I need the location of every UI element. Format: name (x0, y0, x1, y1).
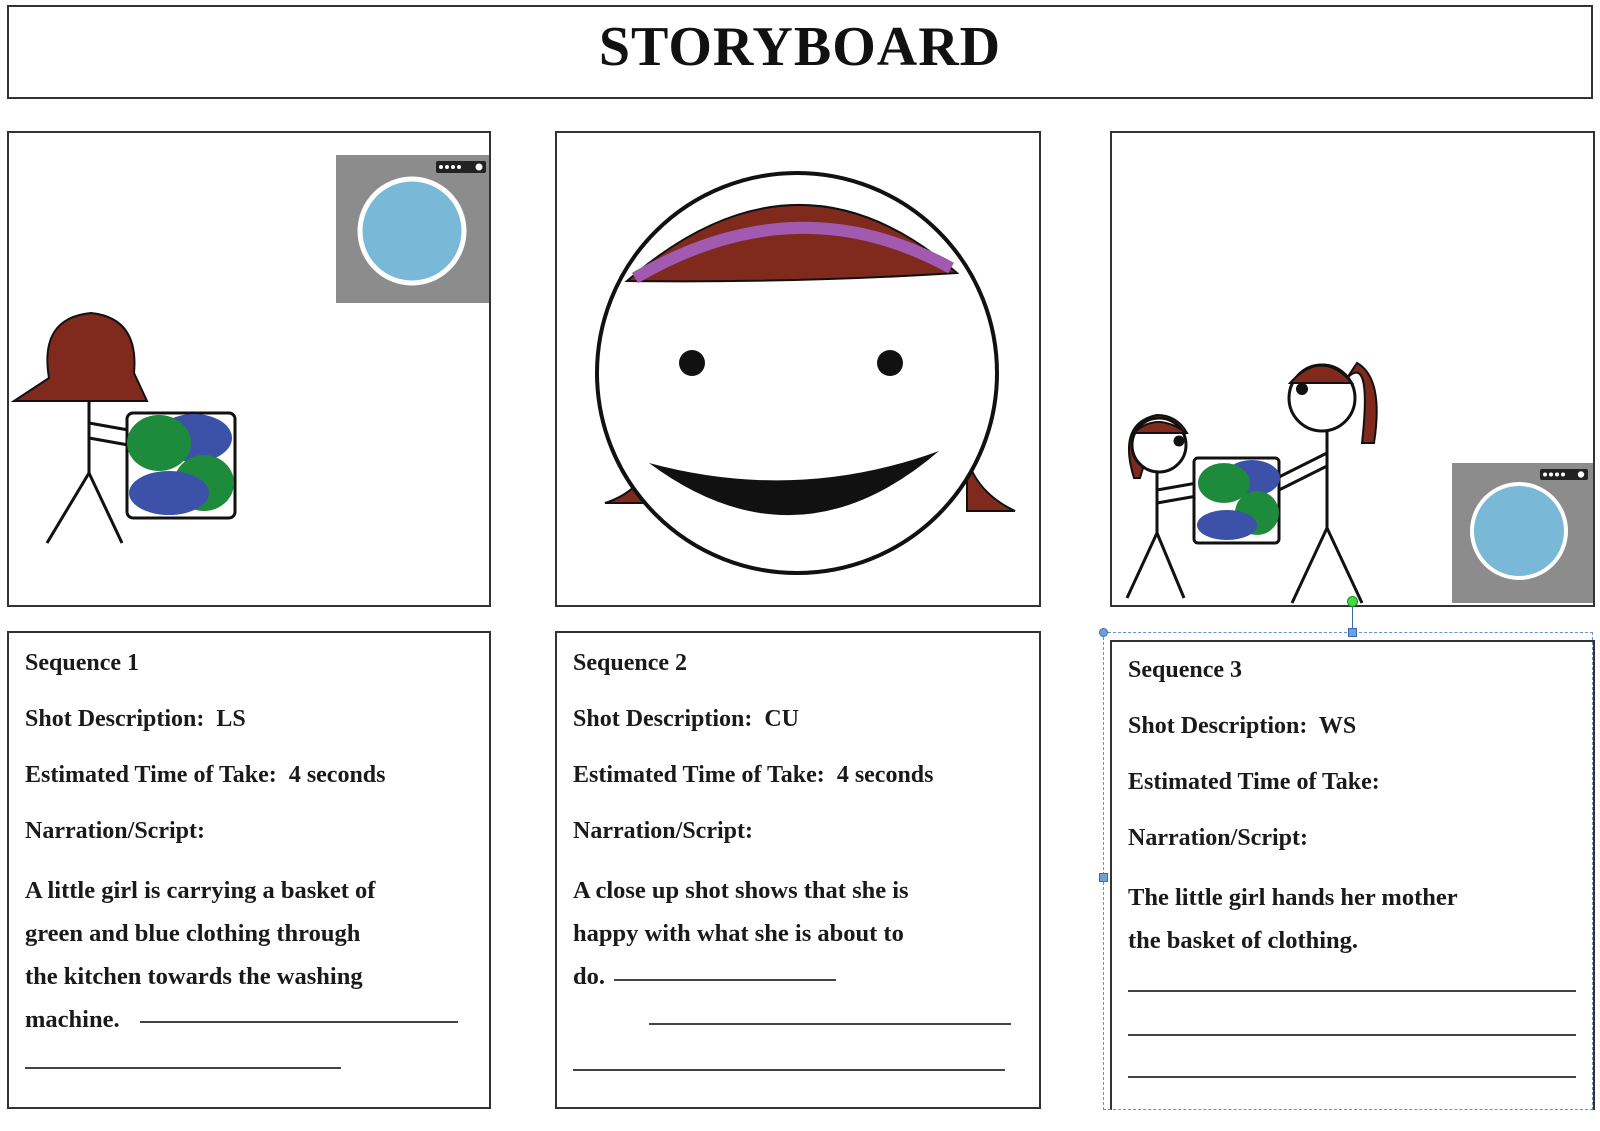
estimated-time-label: Estimated Time of Take: (25, 762, 277, 788)
writing-line (614, 979, 836, 981)
girl-figure-icon (1127, 415, 1197, 598)
writing-line (140, 1021, 458, 1023)
rotate-handle[interactable] (1347, 596, 1358, 607)
estimated-time-value: 4 seconds (836, 762, 934, 788)
frame-panel-3 (1110, 131, 1595, 607)
narration-line: A little girl is carrying a basket of (25, 877, 376, 904)
frame-panel-2 (555, 131, 1041, 607)
narration-line: machine. (25, 1006, 120, 1033)
page-title: STORYBOARD (598, 16, 1002, 78)
laundry-basket-icon (1194, 458, 1280, 543)
narration-line: The little girl hands her mother (1128, 884, 1458, 911)
narration-line: A close up shot shows that she is (573, 877, 909, 904)
shot-description-row (25, 699, 473, 755)
narration-label: Narration/Script: (25, 818, 205, 844)
washing-machine-icon (1452, 463, 1594, 603)
narration-text (25, 869, 473, 1041)
narration-line: happy with what she is about to (573, 920, 904, 947)
sequence-heading: Sequence 2 (573, 650, 687, 676)
writing-line (649, 1023, 1011, 1025)
selection-frame[interactable] (1103, 632, 1593, 1110)
narration-line: green and blue clothing through (25, 920, 361, 947)
sequence-heading: Sequence 1 (25, 650, 139, 676)
shot-description-value: CU (764, 706, 800, 732)
shot-description-label: Shot Description: (25, 706, 205, 732)
estimated-time-label: Estimated Time of Take: (573, 762, 825, 788)
resize-handle-top-left[interactable] (1099, 628, 1108, 637)
shot-description-value: WS (1318, 713, 1357, 739)
sequence-2-info (555, 631, 1041, 1109)
estimated-time-value: 4 seconds (288, 762, 386, 788)
resize-handle-top[interactable] (1348, 628, 1357, 637)
narration-line: the kitchen towards the washing (25, 963, 363, 990)
narration-label: Narration/Script: (573, 818, 753, 844)
smiling-face-icon (597, 173, 1015, 573)
shot-description-label: Shot Description: (1128, 713, 1308, 739)
estimated-time-label: Estimated Time of Take: (1128, 769, 1380, 795)
sequence-1-info (7, 631, 491, 1109)
narration-line: the basket of clothing. (1128, 927, 1359, 954)
narration-line: do. (573, 963, 606, 990)
shot-description-value: LS (216, 706, 246, 732)
frame-panel-1 (7, 131, 491, 607)
storyboard-title-box (7, 5, 1593, 99)
narration-label: Narration/Script: (1128, 825, 1308, 851)
writing-line (25, 1067, 341, 1069)
writing-line (573, 1069, 1005, 1071)
sequence-heading: Sequence 3 (1128, 657, 1242, 683)
mother-figure-icon (1277, 363, 1377, 603)
estimated-time-row (25, 755, 473, 811)
shot-description-row (573, 699, 1023, 755)
estimated-time-row (573, 755, 1023, 811)
resize-handle-left[interactable] (1099, 873, 1108, 882)
laundry-basket-icon (127, 413, 235, 518)
washing-machine-icon (336, 155, 491, 303)
shot-description-label: Shot Description: (573, 706, 753, 732)
